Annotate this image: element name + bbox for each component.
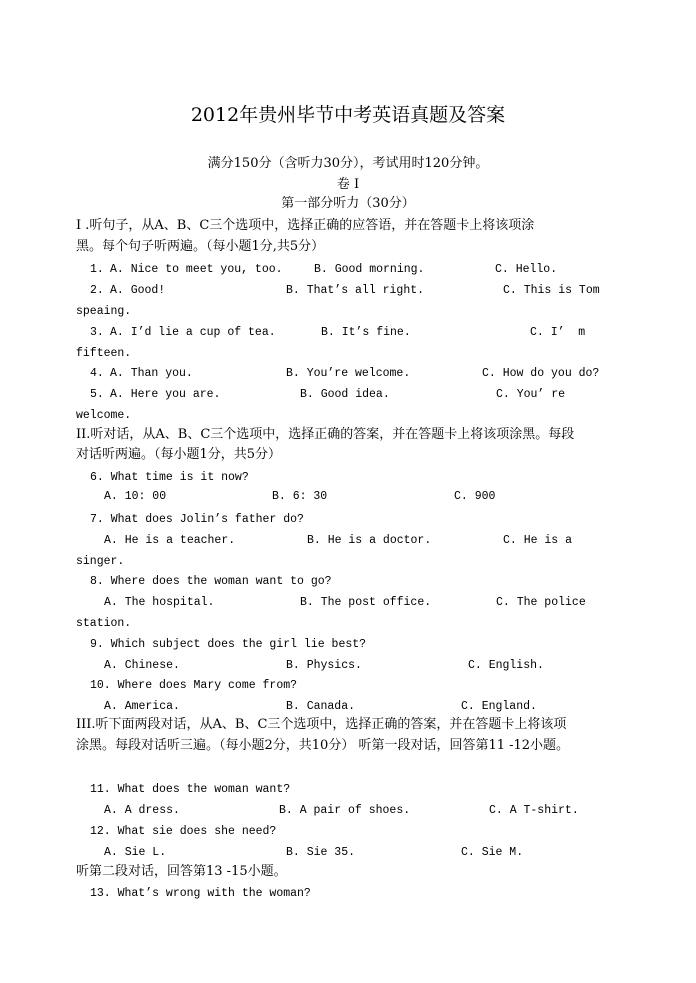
q7-option-a: A. He is a teacher. — [104, 534, 236, 547]
section-3-instruction-line-2: 涂黑。每段对话听三遍。（每小题2分，共10分） 听第一段对话，回答第11 -12小题。 — [76, 738, 570, 753]
q2-option-c: C. This is Tom — [503, 284, 600, 297]
q6-option-c: C. 900 — [454, 490, 496, 503]
section-2-instruction-line-2: 对话听两遍。（每小题1分，共5分） — [76, 447, 282, 462]
q9-option-c: C. English. — [468, 659, 544, 672]
q5-number: 5. — [90, 388, 104, 401]
q6-stem: 6. What time is it now? — [90, 471, 249, 484]
q3-option-b: B. It’s fine. — [321, 326, 411, 339]
q8-option-a: A. The hospital. — [104, 596, 215, 609]
q2-number: 2. — [90, 284, 104, 297]
q4-option-c: C. How do you do? — [482, 367, 600, 380]
q2-option-a: A. Good! — [110, 284, 166, 297]
q5-option-a: A. Here you are. — [110, 388, 221, 401]
q8-option-c: C. The police — [496, 596, 586, 609]
q4-option-a: A. Than you. — [110, 367, 193, 380]
q12-option-c: C. Sie M. — [461, 846, 524, 859]
q12-option-b: B. Sie 35. — [286, 846, 356, 859]
volume-heading: 卷 I — [336, 177, 360, 192]
q10-option-c: C. England. — [461, 700, 537, 713]
q12-stem: 12. What sie does she need? — [90, 825, 277, 838]
q11-option-a: A. A dress. — [104, 804, 180, 817]
q12-option-a: A. Sie L. — [104, 846, 167, 859]
q3-option-c: C. I’ m — [530, 326, 586, 339]
q7-option-b: B. He is a doctor. — [307, 534, 432, 547]
q2-option-c-wrap: speaing. — [76, 305, 132, 318]
q2-option-b: B. That’s all right. — [286, 284, 425, 297]
q1-number: 1. — [90, 263, 104, 276]
q5-option-b: B. Good idea. — [300, 388, 390, 401]
q11-stem: 11. What does the woman want? — [90, 783, 291, 796]
q6-option-b: B. 6: 30 — [272, 490, 328, 503]
q5-option-c: C. You’ re — [496, 388, 566, 401]
q8-option-c-wrap: station. — [76, 617, 132, 630]
section-1-instruction-line-2: 黑。每个句子听两遍。（每小题1分,共5分） — [76, 239, 325, 254]
q9-option-a: A. Chinese. — [104, 659, 180, 672]
q9-option-b: B. Physics. — [286, 659, 362, 672]
q8-stem: 8. Where does the woman want to go? — [90, 575, 332, 588]
q13-stem: 13. What’s wrong with the woman? — [90, 887, 311, 900]
q9-stem: 9. Which subject does the girl lie best? — [90, 638, 367, 651]
q6-option-a: A. 10: 00 — [104, 490, 167, 503]
exam-info: 满分150分（含听力30分），考试用时120分钟。 — [207, 156, 489, 171]
section-3-instruction-line-1: III.听下面两段对话，从A、B、C三个选项中，选择正确的答案，并在答题卡上将该项 — [76, 717, 567, 732]
q7-stem: 7. What does Jolin’s father do? — [90, 513, 304, 526]
q3-option-c-wrap: fifteen. — [76, 347, 132, 360]
q10-stem: 10. Where does Mary come from? — [90, 679, 298, 692]
q10-option-b: B. Canada. — [286, 700, 356, 713]
q7-option-c-wrap: singer. — [76, 555, 125, 568]
q3-option-a: A. I’d lie a cup of tea. — [110, 326, 276, 339]
q11-option-c: C. A T-shirt. — [489, 804, 579, 817]
q4-option-b: B. You’re welcome. — [286, 367, 411, 380]
q1-option-a: A. Nice to meet you, too. — [110, 263, 283, 276]
q10-option-a: A. America. — [104, 700, 180, 713]
page-title: 2012年贵州毕节中考英语真题及答案 — [190, 104, 506, 126]
q11-option-b: B. A pair of shoes. — [279, 804, 411, 817]
part-one-heading: 第一部分听力（30分） — [281, 196, 415, 211]
q1-option-b: B. Good morning. — [314, 263, 425, 276]
q5-option-c-wrap: welcome. — [76, 409, 132, 422]
section-2-instruction-line-1: II.听对话，从A、B、C三个选项中，选择正确的答案，并在答题卡上将该项涂黑。每段 — [76, 427, 575, 442]
q8-option-b: B. The post office. — [300, 596, 432, 609]
q3-number: 3. — [90, 326, 104, 339]
dialog-2-instruction: 听第二段对话，回答第13 -15小题。 — [76, 864, 287, 879]
q4-number: 4. — [90, 367, 104, 380]
q7-option-c: C. He is a — [503, 534, 573, 547]
q1-option-c: C. Hello. — [495, 263, 558, 276]
section-1-instruction-line-1: I .听句子，从A、B、C三个选项中，选择正确的应答语，并在答题卡上将该项涂 — [76, 218, 535, 233]
